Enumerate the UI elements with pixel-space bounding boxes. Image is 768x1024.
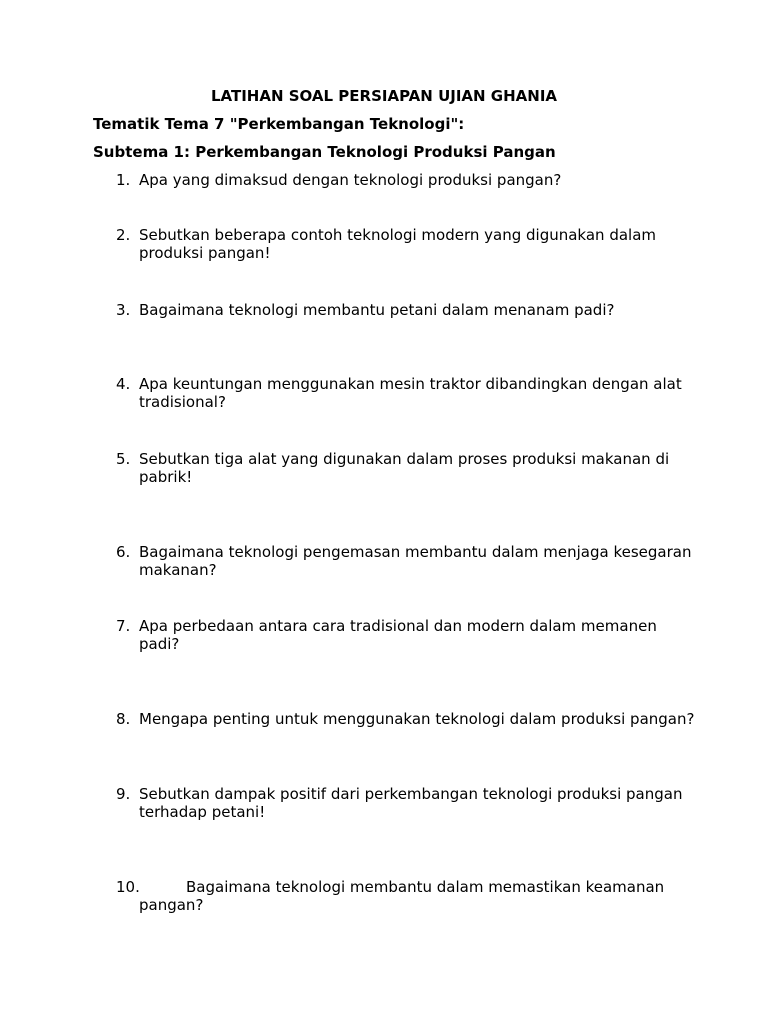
question-number: 5. — [116, 450, 131, 468]
question-text: Mengapa penting untuk menggunakan teknologi dalam produksi pangan? — [139, 710, 695, 728]
question-text: Sebutkan tiga alat yang digunakan dalam proses produksi makanan di pabrik! — [139, 450, 670, 486]
question-text: Bagaimana teknologi membantu dalam memastikan keamanan pangan? — [139, 878, 665, 914]
question-number: 1. — [116, 171, 131, 189]
document-title: LATIHAN SOAL PERSIAPAN UJIAN GHANIA — [210, 87, 558, 105]
question-text: Apa keuntungan menggunakan mesin traktor dibandingkan dengan alat tradisional? — [139, 375, 682, 411]
question-number: 10. — [116, 878, 140, 896]
question-text: Apa perbedaan antara cara tradisional dan modern dalam memanen padi? — [139, 617, 657, 653]
question-text: Apa yang dimaksud dengan teknologi produksi pangan? — [139, 171, 562, 189]
question-number: 9. — [116, 785, 131, 803]
question-text: Bagaimana teknologi membantu petani dalam menanam padi? — [139, 301, 615, 319]
question-number: 3. — [116, 301, 131, 319]
question-text: Sebutkan beberapa contoh teknologi modern yang digunakan dalam produksi pangan! — [139, 226, 657, 262]
question-number: 2. — [116, 226, 131, 244]
question-number: 8. — [116, 710, 131, 728]
subtema-heading: Subtema 1: Perkembangan Teknologi Produksi Pangan — [93, 143, 556, 161]
question-text: Bagaimana teknologi pengemasan membantu dalam menjaga kesegaran makanan? — [139, 543, 692, 579]
question-number: 7. — [116, 617, 131, 635]
question-text: Sebutkan dampak positif dari perkembangan teknologi produksi pangan terhadap petani! — [139, 785, 683, 821]
question-number: 6. — [116, 543, 131, 561]
tema-heading: Tematik Tema 7 "Perkembangan Teknologi": — [93, 115, 465, 133]
question-number: 4. — [116, 375, 131, 393]
